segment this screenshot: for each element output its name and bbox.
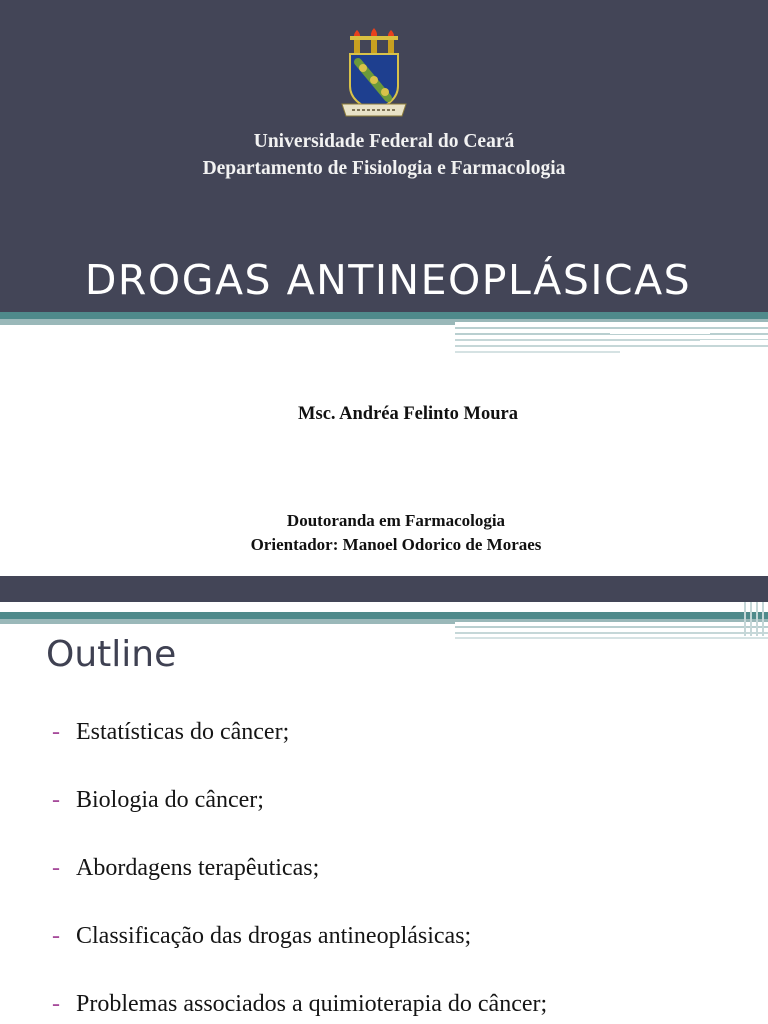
university-crest-icon (338, 28, 410, 120)
list-item (52, 840, 547, 908)
institution-name: Universidade Federal do Ceará (253, 131, 515, 152)
list-item (52, 704, 547, 772)
list-item (52, 772, 547, 840)
title-divider-stripes (0, 312, 768, 362)
outline-list (52, 704, 547, 1024)
list-item-text: Classificação das drogas antineoplásicas; (76, 923, 472, 949)
list-item (52, 976, 547, 1024)
outline-slide (0, 576, 768, 1024)
list-item-text: Problemas associados a quimioterapia do câncer; (76, 991, 548, 1017)
bullet-dash: - (52, 719, 60, 745)
author-name: Msc. Andréa Felinto Moura (298, 404, 518, 424)
bullet-dash: - (52, 855, 60, 881)
bullet-dash: - (52, 991, 60, 1017)
list-item (52, 908, 547, 976)
author-role: Doutoranda em Farmacologia (286, 511, 506, 530)
outline-title: Outline (46, 634, 177, 675)
header-band (0, 576, 768, 602)
bullet-dash: - (52, 787, 60, 813)
slide-title: DROGAS ANTINEOPLÁSICAS (84, 256, 692, 304)
list-item-text: Estatísticas do câncer; (76, 719, 290, 745)
department-name: Departamento de Fisiologia e Farmacologia (202, 158, 566, 179)
list-item-text: Abordagens terapêuticas; (76, 855, 320, 881)
list-item-text: Biologia do câncer; (76, 787, 264, 813)
bullet-dash: - (52, 923, 60, 949)
advisor-line: Orientador: Manoel Odorico de Moraes (250, 535, 542, 554)
